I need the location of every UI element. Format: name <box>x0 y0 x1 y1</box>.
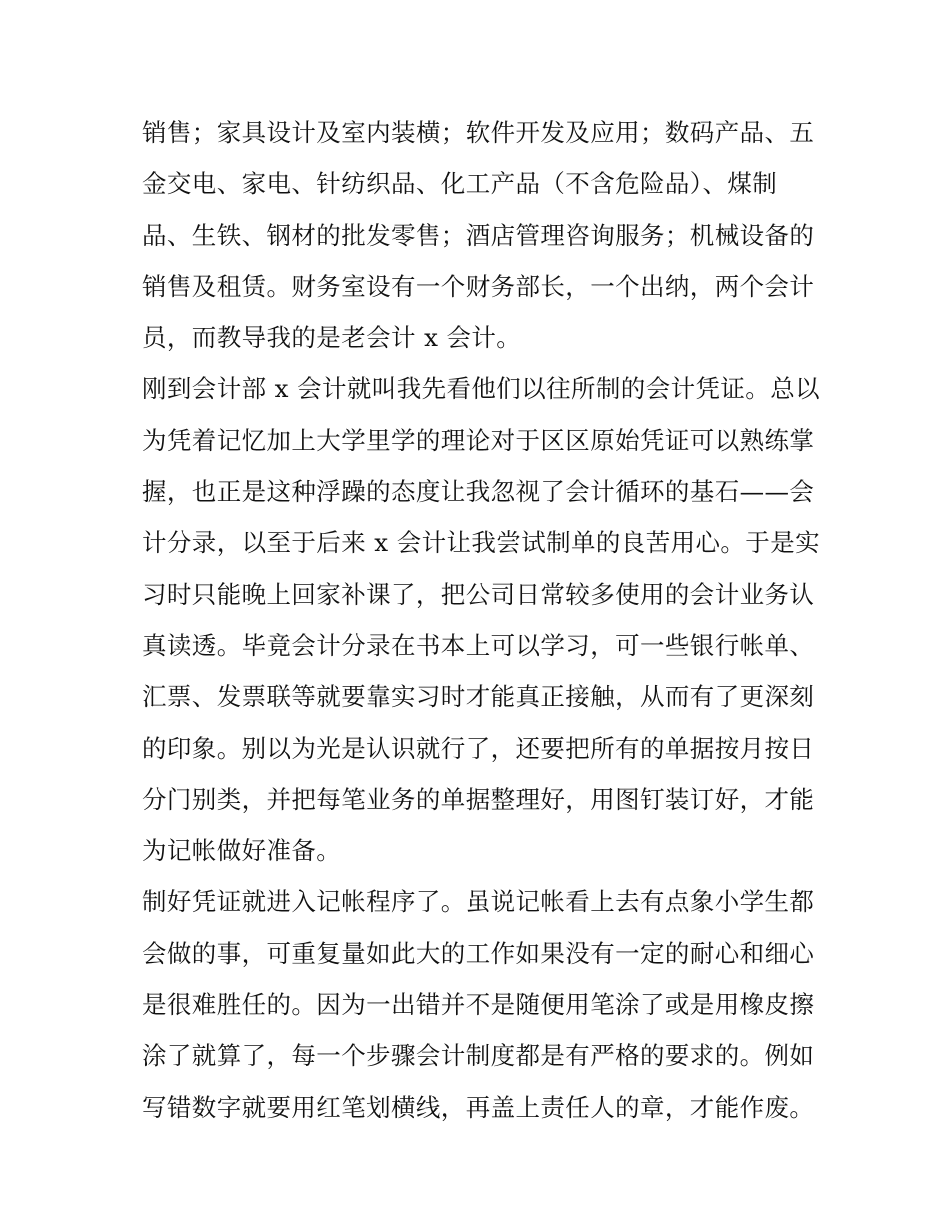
text-line: 销售；家具设计及室内装横；软件开发及应用；数码产品、五 <box>142 118 815 147</box>
text-line: 是很难胜任的。因为一出错并不是随便用笔涂了或是用橡皮擦 <box>142 990 815 1020</box>
text-line: 会做的事，可重复量如此大的工作如果没有一定的耐心和细心 <box>142 938 815 968</box>
text-line: 涂了就算了，每一个步骤会计制度都是有严格的要求的。例如 <box>142 1041 815 1071</box>
text-line: 为记帐做好准备。 <box>142 836 342 866</box>
text-line: 握，也正是这种浮躁的态度让我忽视了会计循环的基石——会 <box>142 477 815 507</box>
text-line: 制好凭证就进入记帐程序了。虽说记帐看上去有点象小学生都 <box>142 887 815 917</box>
text-line: 为凭着记忆加上大学里学的理论对于区区原始凭证可以熟练掌 <box>142 425 815 455</box>
document-body <box>142 107 842 1133</box>
paragraph-2 <box>142 363 842 876</box>
text-line: 销售及租赁。财务室设有一个财务部长，一个出纳，两个会计 <box>142 271 815 301</box>
paragraph-3 <box>142 876 842 1132</box>
text-line: 金交电、家电、针纺织品、化工产品（不含危险品）、煤制 <box>142 169 778 199</box>
paragraph-1 <box>142 107 842 363</box>
text-line: 分门别类，并把每笔业务的单据整理好，用图钉装订好，才能 <box>142 784 815 814</box>
text-line: 习时只能晚上回家补课了，把公司日常较多使用的会计业务认 <box>142 579 815 609</box>
text-line: 真读透。毕竟会计分录在书本上可以学习，可一些银行帐单、 <box>142 630 815 660</box>
text-line: 计分录，以至于后来 x 会计让我尝试制单的良苦用心。于是实 <box>142 528 820 558</box>
text-line: 汇票、发票联等就要靠实习时才能真正接触，从而有了更深刻 <box>142 682 815 712</box>
text-line: 品、生铁、钢材的批发零售；酒店管理咨询服务；机械设备的 <box>142 220 815 250</box>
text-line: 的印象。别以为光是认识就行了，还要把所有的单据按月按日 <box>142 733 815 763</box>
text-line: 刚到会计部 x 会计就叫我先看他们以往所制的会计凭证。总以 <box>142 374 820 404</box>
text-line: 员，而教导我的是老会计 x 会计。 <box>142 323 522 353</box>
text-line: 写错数字就要用红笔划横线，再盖上责任人的章，才能作废。 <box>142 1092 815 1122</box>
